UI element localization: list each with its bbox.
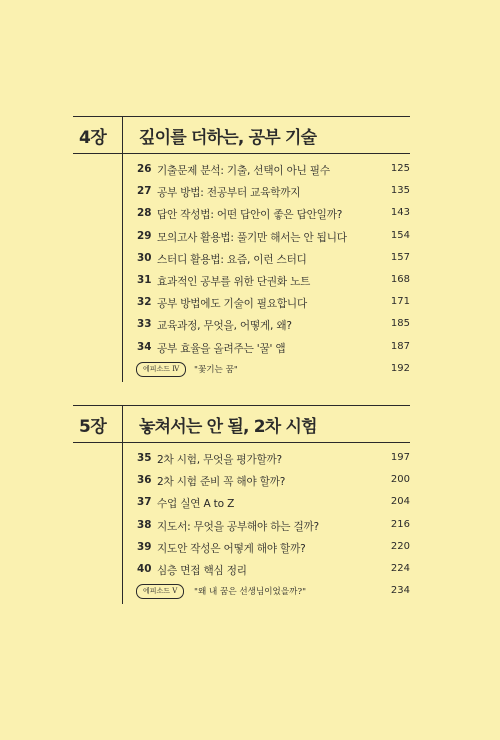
episode-badge: 에피소드 Ⅳ	[136, 362, 186, 377]
entry-title: 모의고사 활용법: 풀기만 해서는 안 됩니다	[157, 231, 347, 244]
entry-page: 135	[390, 185, 410, 197]
toc-entry[interactable]	[123, 159, 410, 181]
toc-entry[interactable]	[123, 559, 410, 581]
chapter-entries	[122, 443, 410, 604]
entry-page: 125	[390, 163, 410, 174]
entry-title: 공부 방법: 전공부터 교육학까지	[157, 187, 301, 200]
entry-title: 심층 면접 핵심 정리	[157, 564, 247, 577]
entry-page: 143	[390, 207, 410, 219]
episode-page: 192	[390, 362, 410, 374]
episode-title: "꽃기는 꿈"	[194, 364, 238, 375]
entry-page: 220	[390, 540, 410, 552]
entry-title: 공부 방법에도 기술이 필요합니다	[157, 298, 307, 311]
chapter-title: 놓쳐서는 안 될, 2차 시험	[139, 417, 317, 437]
entry-number: 35	[137, 452, 152, 464]
entry-page: 187	[390, 340, 410, 352]
episode-entry[interactable]	[123, 581, 410, 604]
entry-number: 31	[137, 273, 152, 286]
entry-page: 185	[390, 318, 410, 330]
episode-title: "왜 내 꿈은 선생님이었을까?"	[194, 587, 307, 598]
entry-number: 33	[137, 318, 152, 331]
entry-page: 168	[390, 273, 410, 285]
entry-title: 답안 작성법: 어떤 답안이 좋은 답안일까?	[157, 209, 343, 222]
toc-entry[interactable]	[123, 537, 410, 559]
entry-title: 효과적인 공부를 위한 단권화 노트	[157, 275, 311, 288]
chapter-5	[73, 405, 410, 604]
entry-page: 157	[390, 251, 410, 263]
entry-number: 36	[137, 474, 152, 487]
entry-title: 2차 시험, 무엇을 평가할까?	[157, 454, 282, 466]
entry-page: 171	[390, 296, 410, 308]
entry-title: 지도서: 무엇을 공부해야 하는 걸까?	[157, 520, 319, 533]
entry-page: 216	[390, 518, 410, 530]
episode-page: 234	[390, 585, 410, 597]
chapter-entries	[122, 154, 410, 382]
chapter-number: 4장	[79, 128, 107, 148]
entry-number: 39	[137, 540, 152, 553]
episode-badge: 에피소드 Ⅴ	[136, 584, 184, 599]
entry-title: 지도안 작성은 어떻게 해야 할까?	[157, 542, 306, 555]
entry-page: 224	[390, 562, 410, 574]
entry-page: 197	[390, 452, 410, 463]
toc-entry[interactable]	[123, 270, 410, 292]
entry-title: 스터디 활용법: 요즘, 이런 스터디	[157, 253, 307, 266]
toc-entry[interactable]	[123, 492, 410, 514]
toc-entry[interactable]	[123, 337, 410, 359]
entry-title: 수업 실연 A to Z	[157, 498, 235, 511]
toc-entry[interactable]	[123, 515, 410, 537]
entry-number: 40	[137, 562, 152, 575]
chapter-number: 5장	[79, 417, 107, 437]
chapter-header	[73, 116, 410, 154]
toc-entry[interactable]	[123, 203, 410, 225]
toc-entry[interactable]	[123, 226, 410, 248]
entry-number: 38	[137, 518, 152, 531]
entry-page: 204	[390, 496, 410, 508]
entry-page: 200	[390, 474, 410, 486]
toc-entry[interactable]	[123, 470, 410, 492]
chapter-4	[73, 116, 410, 382]
entry-number: 30	[137, 251, 152, 264]
entry-title: 기출문제 분석: 기출, 선택이 아닌 필수	[157, 165, 330, 177]
entry-number: 27	[137, 185, 152, 198]
toc-entry[interactable]	[123, 181, 410, 203]
chapter-header	[73, 405, 410, 443]
divider	[122, 406, 123, 442]
entry-page: 154	[390, 229, 410, 241]
entry-title: 공부 효율을 올려주는 '꿀' 앱	[157, 342, 286, 355]
entry-number: 37	[137, 496, 152, 509]
entry-title: 2차 시험 준비 꼭 해야 할까?	[157, 476, 286, 489]
episode-entry[interactable]	[123, 359, 410, 382]
toc-entry[interactable]	[123, 292, 410, 314]
toc-entry[interactable]	[123, 248, 410, 270]
divider	[122, 117, 123, 153]
toc-entry[interactable]	[123, 448, 410, 470]
entry-number: 29	[137, 229, 152, 242]
entry-number: 34	[137, 340, 152, 353]
entry-number: 26	[137, 163, 152, 175]
entry-number: 32	[137, 296, 152, 309]
toc-entry[interactable]	[123, 314, 410, 336]
entry-number: 28	[137, 207, 152, 220]
entry-title: 교육과정, 무엇을, 어떻게, 왜?	[157, 320, 292, 333]
chapter-title: 깊이를 더하는, 공부 기술	[139, 128, 317, 148]
